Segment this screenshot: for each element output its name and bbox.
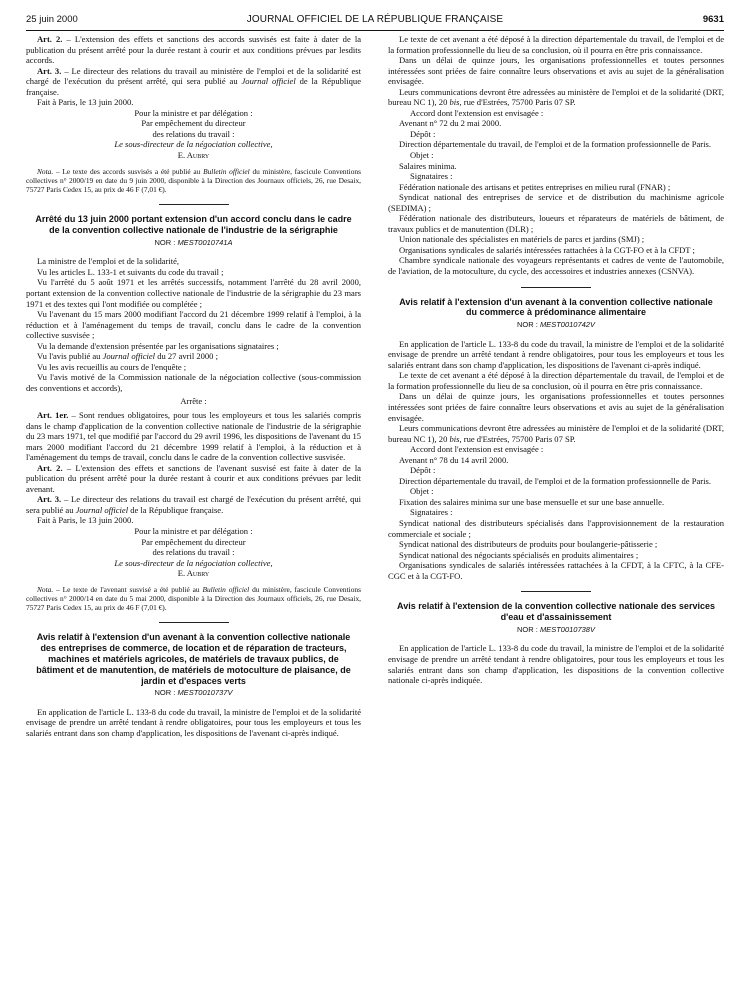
signatory: Chambre syndicale nationale des voyageurs représentants et cadres de vente de l'automobile, de l'aviation, de la motoculture, du cycle, des accessoires et industries annexes (CSNVA).: [388, 255, 724, 277]
fait-a-paris: Fait à Paris, le 13 juin 2000.: [37, 515, 134, 526]
article-2b: Art. 2. – L'extension des effets et sanctions de l'avenant susvisé est faite à dater de la publication du présent arrêté pour la durée restant à courir et aux conditions prévues par ledit avenant.: [26, 462, 362, 494]
separator: [521, 287, 591, 288]
separator: [521, 591, 591, 592]
nor-reference: NOR : MEST0010742V: [517, 320, 595, 330]
paragraph: Vu la demande d'extension présentée par les organisations signataires ;: [37, 340, 279, 351]
signatory: Organisations syndicales de salariés intéressées rattachées à la CGT-FO et à la CFDT ;: [399, 244, 695, 255]
paragraph: Vu l'arrêté du 5 août 1971 et les arrêtés successifs, notamment l'arrêté du 28 avril 2000, portant extension de la convention collective nationale de l'industrie de la sérigraphie du 23 mars 1971 et des textes qui l'ont modifiée ou complétée ;: [26, 277, 361, 309]
paragraph: Signataires :: [410, 507, 453, 518]
article-1: Art. 1er. – Sont rendues obligatoires, pour tous les employeurs et tous les salariés compris dans le champ d'application de la convention collective nationale de l'industrie de la sérigraphie du 23 mars 1971, tel que modifié par l'accord du 29 avril 1996, les dispositions de l'avenant du 15 mars 2000 modifiant l'accord du 21 décembre 1999 relatif à l'emploi, à la réduction et à l'aménagement du temps de travail, conclu dans le cadre de la convention collective susvisée.: [26, 409, 361, 463]
paragraph: Objet :: [410, 486, 434, 497]
article-3b: Art. 3. – Le directeur des relations du travail est chargé de l'exécution du présent arrêté, qui sera publié au Journal officiel de la République française.: [26, 494, 361, 515]
paragraph: Vu l'avis publié au Journal officiel du 27 avril 2000 ;: [37, 351, 218, 362]
paragraph: Salaires minima.: [399, 160, 457, 171]
article-2: Art. 2. – L'extension des effets et sanctions des accords susvisés est faite à dater de la publication du présent arrêté pour la durée restant à courir et aux conditions prévues par lesdits accords.: [26, 34, 361, 66]
header-date: 25 juin 2000: [26, 14, 78, 25]
paragraph: Leurs communications devront être adressées au ministère de l'emploi et de la solidarité (DRT, bureau NC 1), 20 bis, rue d'Estrées, 75700 Paris 07 SP.: [388, 86, 724, 108]
section-title-serigraphie: Arrêté du 13 juin 2000 portant extension d'un accord conclu dans le cadre de la convention collective nationale de l'industrie de la sérigraphie: [35, 214, 352, 235]
article-3: Art. 3. – Le directeur des relations du travail au ministère de l'emploi et de la solidarité est chargé de l'exécution du présent arrêté, qui sera publié au Journal officiel de la République française.: [26, 65, 362, 97]
paragraph: Dépôt :: [410, 465, 436, 476]
nota: Nota. – Le texte des accords susvisés a été publié au Bulletin officiel du ministère, fascicule Conventions collectives n° 2000/19 en date du 9 juin 2000, disponible à la Direction des Journaux officiels, 26, rue Desaix, 75727 Paris Cedex 15, au prix de 46 F (7,01 €).: [26, 166, 361, 194]
signatory: Organisations syndicales de salariés intéressées rattachées à la CFDT, à la CFTC, à la CFE-CGC et à la CGT-FO.: [388, 560, 724, 581]
paragraph: Vu les articles L. 133-1 et suivants du code du travail ;: [37, 266, 224, 277]
nota: Nota. – Le texte de l'avenant susvisé a été publié au Bulletin officiel du ministère, fascicule Conventions collectives n° 2000/14 en date du 5 mai 2000, disponible à la Direction des Journaux officiels, 26, rue Desaix, 75727 Paris Cedex 15, au prix de 46 F (7,01 €).: [26, 584, 361, 613]
paragraph: Direction départementale du travail, de l'emploi et de la formation professionnelle de Paris.: [399, 475, 711, 486]
paragraph: Dans un délai de quinze jours, les organisations professionnelles et toutes personnes intéressées sont priées de faire connaître leurs observations et avis au sujet de la généralisation envisagée.: [388, 55, 724, 87]
separator: [159, 204, 229, 205]
right-column: [388, 34, 724, 686]
header-rule: [26, 30, 724, 31]
paragraph: Accord dont l'extension est envisagée :: [410, 444, 544, 455]
signature-block: Pour la ministre et par délégation : Par empêchement du directeur des relations du travail : Le sous-directeur de la négociation collective, E. Aubry: [114, 525, 273, 579]
paragraph: Vu l'avenant du 15 mars 2000 modifiant l'accord du 21 décembre 1999 relatif à l'emploi, à la réduction et à l'aménagement du temps de travail, conclu dans le cadre de la convention collective susvisée ;: [26, 309, 361, 341]
nor-reference: NOR : MEST0010741A: [154, 237, 233, 247]
signatory: Fédération nationale des artisans et petites entreprises en milieu rural (FNAR) ;: [399, 181, 671, 192]
paragraph: Fixation des salaires minima sur une base mensuelle et sur une base annuelle.: [399, 496, 665, 507]
paragraph: Vu les avis recueillis au cours de l'enquête ;: [37, 361, 187, 372]
paragraph: Le texte de cet avenant a été déposé à la direction départementale du travail, de l'emploi et de la formation professionnelle du lieu de sa conclusion, où il pourra en être pris connaissance.: [388, 34, 724, 55]
section-title-eau-assainissement: Avis relatif à l'extension de la convention collective nationale des services d'eau et d'assainissement: [397, 601, 715, 623]
paragraph: Avenant n° 72 du 2 mai 2000.: [399, 118, 502, 129]
paragraph: Le texte de cet avenant a été déposé à la direction départementale du travail, de l'emploi et de la formation professionnelle du lieu de sa conclusion, où il pourra en être pris connaissance.: [388, 370, 724, 391]
fait-a-paris: Fait à Paris, le 13 juin 2000.: [37, 97, 134, 108]
paragraph: La ministre de l'emploi et de la solidarité,: [37, 256, 180, 267]
signatory: Syndicat national des négociants spécialisés en produits alimentaires ;: [399, 549, 639, 560]
signatory: Fédération nationale des distributeurs, loueurs et réparateurs de matériels de bâtiment, de travaux publics et de manutention (DLR) ;: [388, 213, 724, 234]
paragraph: Leurs communications devront être adressées au ministère de l'emploi et de la solidarité (DRT, bureau NC 1), 20 bis, rue d'Estrées, 75700 Paris 07 SP.: [388, 423, 724, 444]
signature-block: Pour la ministre et par délégation : Par empêchement du directeur des relations du travail : Le sous-directeur de la négociation collective, E. Aubry: [114, 107, 273, 161]
paragraph: Avenant n° 78 du 14 avril 2000.: [399, 454, 509, 465]
paragraph: En application de l'article L. 133-8 du code du travail, la ministre de l'emploi et de la solidarité envisage de prendre un arrêté tendant à rendre obligatoires, pour tous les employeurs et tous les salariés entrant dans son champ d'application, les dispositions de l'avenant ci-après indiqué.: [26, 706, 361, 738]
page-header: [26, 14, 724, 28]
paragraph: En application de l'article L. 133-8 du code du travail, la ministre de l'emploi et de la solidarité envisage de prendre un arrêté tendant à rendre obligatoires, pour tous les employeurs et tous les salariés entrant dans son champ d'application, les dispositions de la convention collective nationale ci-après indiquée.: [388, 643, 724, 686]
separator: [159, 622, 229, 623]
signatory: Syndicat national des entreprises de service et de distribution du machinisme agricole (SEDIMA) ;: [388, 192, 724, 213]
left-column: [26, 34, 361, 739]
nor-reference: NOR : MEST0010738V: [517, 624, 595, 634]
header-page-number: 9631: [702, 14, 724, 25]
paragraph: Signataires :: [410, 171, 453, 182]
signatory: Syndicat national des distributeurs de produits pour boulangerie-pâtisserie ;: [399, 539, 658, 550]
arrete-heading: Arrête :: [180, 396, 207, 407]
paragraph: Accord dont l'extension est envisagée :: [410, 107, 544, 118]
paragraph: Dans un délai de quinze jours, les organisations professionnelles et toutes personnes intéressées sont priées de faire connaître leurs observations et avis au sujet de la généralisation envisagée.: [388, 391, 724, 423]
nor-reference: NOR : MEST0010737V: [154, 688, 233, 698]
paragraph: Direction départementale du travail, de l'emploi et de la formation professionnelle de Paris.: [399, 139, 711, 150]
signatory: Union nationale des spécialistes en matériels de parcs et jardins (SMJ) ;: [399, 234, 645, 245]
paragraph: Dépôt :: [410, 128, 436, 139]
paragraph: Objet :: [410, 150, 434, 161]
paragraph: Vu l'avis motivé de la Commission nationale de la négociation collective (sous-commission des conventions et accords),: [26, 372, 361, 393]
paragraph: En application de l'article L. 133-8 du code du travail, la ministre de l'emploi et de la solidarité envisage de prendre un arrêté tendant à rendre obligatoires, pour tous les employeurs et tous les salariés entrant dans son champ d'application, les dispositions de l'avenant ci-après indiqué.: [388, 338, 724, 370]
section-title-motoculture: Avis relatif à l'extension d'un avenant à la convention collective nationale des entreprises de commerce, de location et de réparation de tracteurs, machines et matériels agricoles, de matériels de travaux publics, de bâtiment et de manutention, de matériels de motoculture de plaisance, de jardin et d'espaces verts: [36, 632, 351, 686]
header-journal-title: JOURNAL OFFICIEL DE LA RÉPUBLIQUE FRANÇAISE: [246, 14, 504, 25]
signatory: Syndicat national des distributeurs spécialisés dans l'approvisionnement de la restauration commerciale et sociale ;: [388, 518, 724, 539]
section-title-commerce-alimentaire: Avis relatif à l'extension d'un avenant à la convention collective nationale du commerce à prédominance alimentaire: [399, 296, 713, 318]
